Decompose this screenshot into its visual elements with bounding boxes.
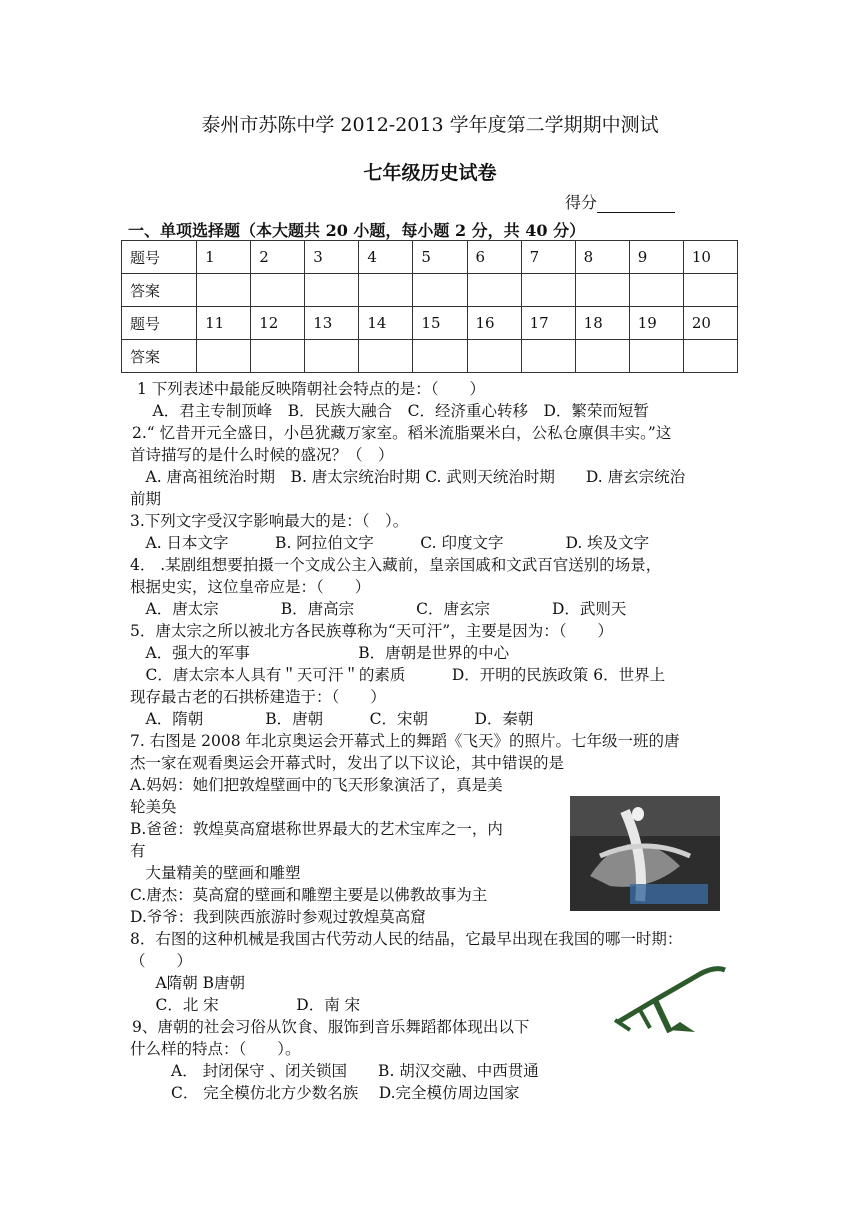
question-number: 9 [629,241,683,274]
question-option: A. 日本文字 B. 阿拉伯文字 C. 印度文字 D. 埃及文字 [130,534,650,552]
question-number: 2 [251,241,305,274]
question-number: 15 [413,307,467,340]
question-option: C.唐杰：莫高窟的壁画和雕塑主要是以佛教故事为主 [130,886,488,904]
question-number: 17 [521,307,575,340]
question-option: A．唐太宗 B．唐高宗 C．唐玄宗 D．武则天 [130,600,627,618]
question-number: 12 [251,307,305,340]
question-number: 10 [683,241,737,274]
answer-cell[interactable] [683,274,737,307]
table-row [122,307,738,340]
question-option: A．隋朝 B．唐朝 C．宋朝 D．秦朝 [130,710,534,728]
answer-cell[interactable] [305,340,359,373]
question-option: A． 封闭保守 、闭关锁国 B. 胡汉交融、中西贯通 [140,1062,539,1080]
question-option: A隋朝 B唐朝 [140,974,246,992]
answer-cell[interactable] [521,340,575,373]
row-label: 答案 [122,340,197,373]
answer-cell[interactable] [413,274,467,307]
question-option: A.妈妈：她们把敦煌壁画中的飞天形象演活了，真是美 [130,776,503,794]
answer-cell[interactable] [467,340,521,373]
question-text: 4． .某剧组想要拍摄一个文成公主入藏前，皇亲国戚和文武百官送别的场景， [130,556,662,574]
question-number: 4 [359,241,413,274]
question-option: 有 [130,842,146,860]
question-text: 5．唐太宗之所以被北方各民族尊称为“天可汗”，主要是因为：（ ） [130,622,613,640]
answer-cell[interactable] [629,340,683,373]
answer-cell[interactable] [521,274,575,307]
question-text: 7. 右图是 2008 年北京奥运会开幕式上的舞蹈《飞天》的照片。七年级一班的唐 [130,732,680,750]
question-text: 9、唐朝的社会习俗从饮食、服饰到音乐舞蹈都体现出以下 [132,1018,530,1036]
question-option: 轮美奂 [130,798,177,816]
question-number: 13 [305,307,359,340]
answer-cell[interactable] [629,274,683,307]
question-number: 1 [197,241,251,274]
question-number: 19 [629,307,683,340]
question-number: 11 [197,307,251,340]
feitian-dance-photo [570,796,720,911]
question-text: 什么样的特点：（ ）。 [130,1040,301,1058]
answer-cell[interactable] [413,340,467,373]
answer-table [121,240,738,373]
section-heading: 一、单项选择题（本大题共 20 小题，每小题 2 分，共 40 分） [128,221,586,240]
answer-cell[interactable] [575,340,629,373]
question-text: 首诗描写的是什么时候的盛况？（ ） [130,446,394,464]
plow-illustration [610,960,730,1040]
answer-cell[interactable] [359,340,413,373]
score-field [565,190,675,213]
question-text: 根据史实，这位皇帝应是：（ ） [130,578,371,596]
question-option: B.爸爸：敦煌莫高窟堪称世界最大的艺术宝库之一，内 [130,820,503,838]
question-text: 3.下列文字受汉字影响最大的是：（ ）。 [130,512,409,530]
question-number: 14 [359,307,413,340]
question-option: A. 唐高祖统治时期 B. 唐太宗统治时期 C. 武则天统治时期 D. 唐玄宗统治 [130,468,686,486]
question-option: D.爷爷：我到陕西旅游时参观过敦煌莫高窟 [130,908,426,926]
table-row [122,274,738,307]
answer-cell[interactable] [467,274,521,307]
score-blank [597,194,675,213]
answer-cell[interactable] [575,274,629,307]
answer-cell[interactable] [305,274,359,307]
page-subtitle: 七年级历史试卷 [363,162,497,184]
question-option: A．强大的军事 B．唐朝是世界的中心 [130,644,510,662]
question-text: 2.“ 忆昔开元全盛日，小邑犹藏万家室。稻米流脂粟米白，公私仓廪俱丰实。”这 [132,424,672,442]
question-option: C．唐太宗本人具有＂天可汗＂的素质 D．开明的民族政策 6．世界上 [130,666,666,684]
question-text: 1 下列表述中最能反映隋朝社会特点的是：（ ） [137,380,486,398]
question-number: 7 [521,241,575,274]
question-option: C． 完全模仿北方少数名族 D.完全模仿周边国家 [140,1084,520,1102]
question-number: 5 [413,241,467,274]
row-label: 题号 [122,241,197,274]
table-row [122,241,738,274]
answer-cell[interactable] [683,340,737,373]
question-text: 现存最古老的石拱桥建造于：（ ） [130,688,386,706]
question-option: 前期 [130,490,162,508]
question-text: 8．右图的这种机械是我国古代劳动人民的结晶，它最早出现在我国的哪一时期： [130,930,683,948]
question-number: 8 [575,241,629,274]
answer-cell[interactable] [251,340,305,373]
question-text: （ ） [130,952,193,970]
question-number: 16 [467,307,521,340]
answer-cell[interactable] [197,274,251,307]
question-number: 6 [467,241,521,274]
page-title: 泰州市苏陈中学 2012-2013 学年度第二学期期中测试 [201,114,659,136]
question-option: C．北 宋 D．南 宋 [140,996,361,1014]
question-text: 杰一家在观看奥运会开幕式时，发出了以下议论，其中错误的是 [130,754,565,772]
question-number: 20 [683,307,737,340]
question-option: A．君主专制顶峰 B．民族大融合 C．经济重心转移 D．繁荣而短暂 [137,402,649,420]
row-label: 题号 [122,307,197,340]
answer-cell[interactable] [197,340,251,373]
answer-cell[interactable] [359,274,413,307]
row-label: 答案 [122,274,197,307]
question-number: 3 [305,241,359,274]
score-label: 得分 [565,193,598,212]
question-number: 18 [575,307,629,340]
question-option: 大量精美的壁画和雕塑 [130,864,301,882]
table-row [122,340,738,373]
answer-cell[interactable] [251,274,305,307]
